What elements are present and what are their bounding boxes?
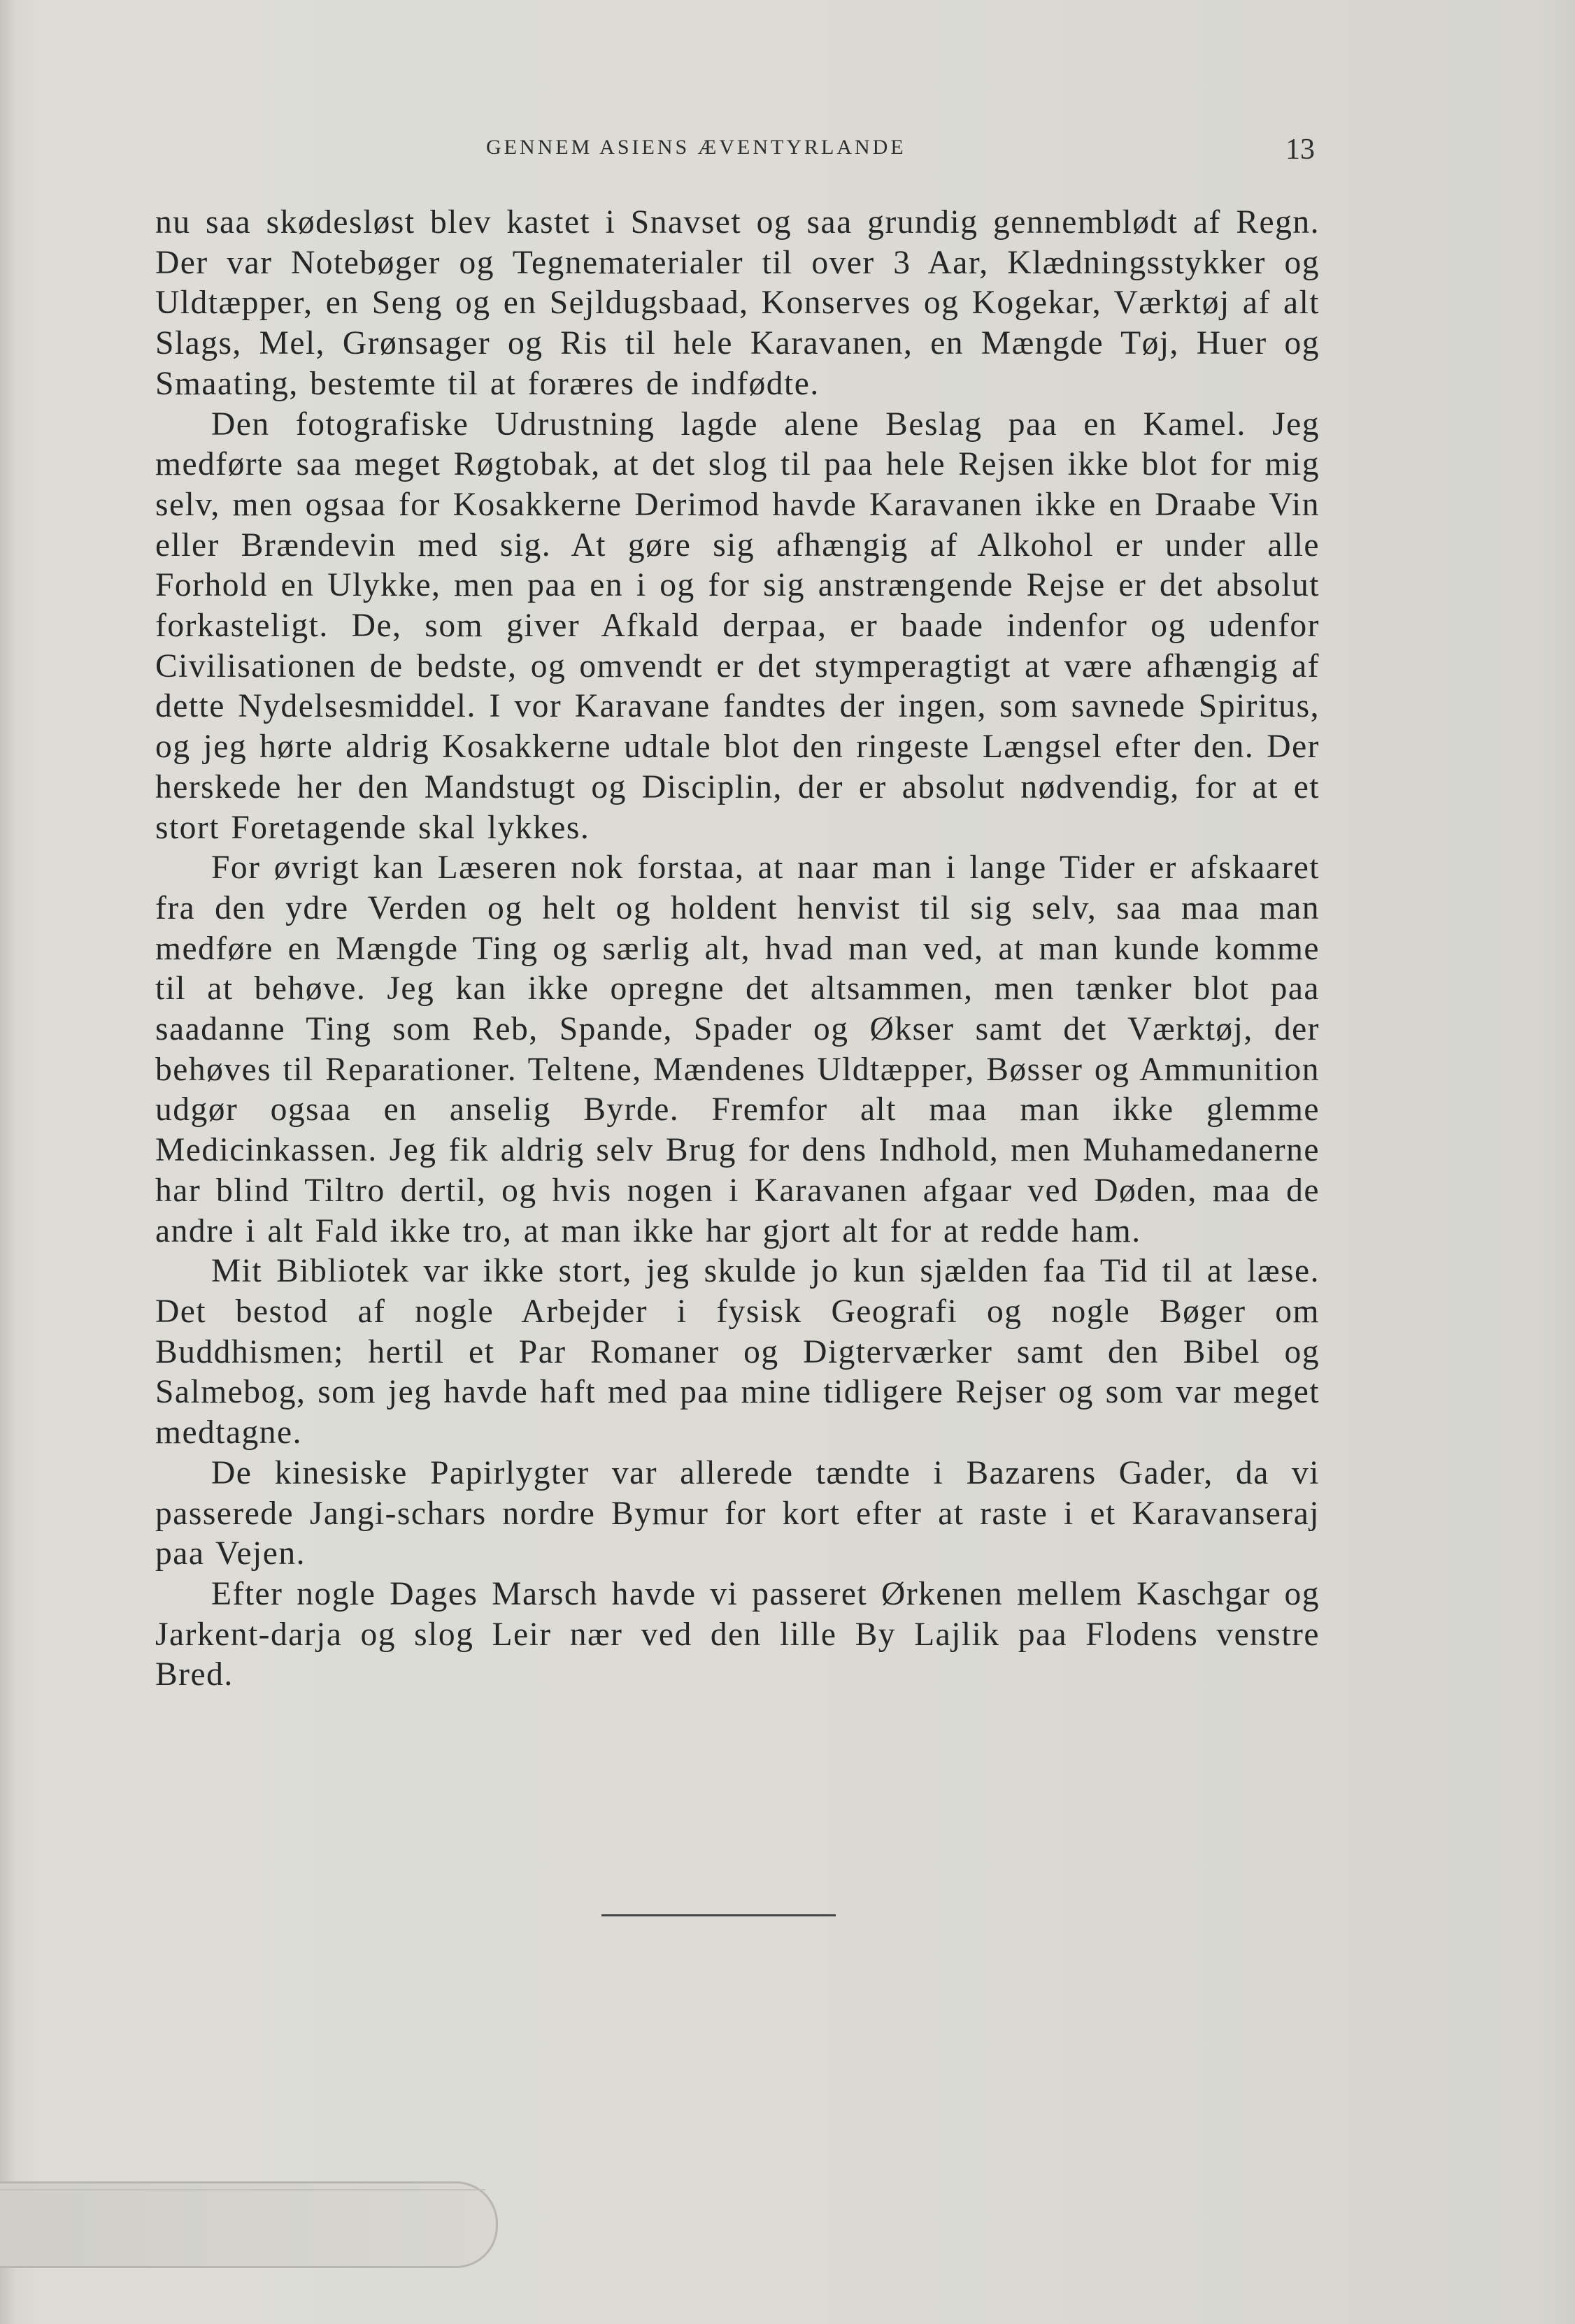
label-tab-line: [0, 2189, 485, 2193]
body-text: [155, 203, 1320, 1695]
library-label-tab: [0, 2181, 498, 2268]
page-binding-edge: [0, 0, 15, 2324]
paragraph: Efter nogle Dages Marsch havde vi passeret Ørkenen mellem Kaschgar og Jarkent-darja og slog Leir nær ved den lille By Lajlik paa Flodens venstre Bred.: [155, 1575, 1320, 1693]
paragraph: Den fotografiske Udrustning lagde alene Beslag paa en Kamel. Jeg medførte saa meget Røgtobak, at det slog til paa hele Rejsen ikke blot for mig selv, men ogsaa for Kosakkerne Derimod havde Karavanen ikke en Draabe Vin eller Brændevin med sig. At gøre sig afhængig af Alkohol er under alle Forhold en Ulykke, men paa en i og for sig anstrængende Rejse er det absolut forkasteligt. De, som giver Afkald derpaa, er baade indenfor og udenfor Civilisationen de bedste, og omvendt er det stymperagtigt at være afhængig af dette Nydelsesmiddel. I vor Karavane fandtes der ingen, som savnede Spiritus, og jeg hørte aldrig Kosakkerne udtale blot den ringeste Længsel efter den. Der herskede her den Mandstugt og Disciplin, der er absolut nødvendig, for at et stort Foretagende skal lykkes.: [155, 406, 1320, 846]
page-header: [0, 133, 1575, 175]
paragraph: De kinesiske Papirlygter var allerede tændte i Bazarens Gader, da vi passerede Jangi-schars nordre Bymur for kort efter at raste i et Karavanseraj paa Vejen.: [155, 1454, 1320, 1572]
paragraph: Mit Bibliotek var ikke stort, jeg skulde jo kun sjælden faa Tid til at læse. Det bestod af nogle Arbejder i fysisk Geografi og nogle Bøger om Buddhismen; hertil et Par Romaner og Digterværker samt den Bibel og Salmebog, som jeg havde haft med paa mine tidligere Rejser og som var meget medtagne.: [155, 1253, 1320, 1451]
paragraph: nu saa skødesløst blev kastet i Snavset og saa grundig gennemblødt af Regn. Der var Notebøger og Tegnematerialer til over 3 Aar, Klædningsstykker og Uldtæpper, en Seng og en Sejldugsbaad, Konserves og Kogekar, Værktøj af alt Slags, Mel, Grønsager og Ris til hele Karavanen, en Mængde Tøj, Huer og Smaating, bestemte til at foræres de indfødte.: [155, 204, 1320, 402]
section-end-rule: [601, 1914, 836, 1916]
running-title: GENNEM ASIENS ÆVENTYRLANDE: [486, 136, 906, 159]
page-number: 13: [1285, 134, 1315, 166]
paragraph: For øvrigt kan Læseren nok forstaa, at naar man i lange Tider er afskaaret fra den ydre Verden og helt og holdent henvist til sig selv, saa maa man medføre en Mængde Ting og særlig alt, hvad man ved, at man kunde komme til at behøve. Jeg kan ikke opregne det altsammen, men tænker blot paa saadanne Ting som Reb, Spande, Spader og Økser samt det Værktøj, der behøves til Reparationer. Teltene, Mændenes Uldtæpper, Bøsser og Ammunition udgør ogsaa en anselig Byrde. Fremfor alt maa man ikke glemme Medicinkassen. Jeg fik aldrig selv Brug for dens Indhold, men Muhamedanerne har blind Tiltro dertil, og hvis nogen i Karavanen afgaar ved Døden, maa de andre i alt Fald ikke tro, at man ikke har gjort alt for at redde ham.: [155, 849, 1320, 1249]
